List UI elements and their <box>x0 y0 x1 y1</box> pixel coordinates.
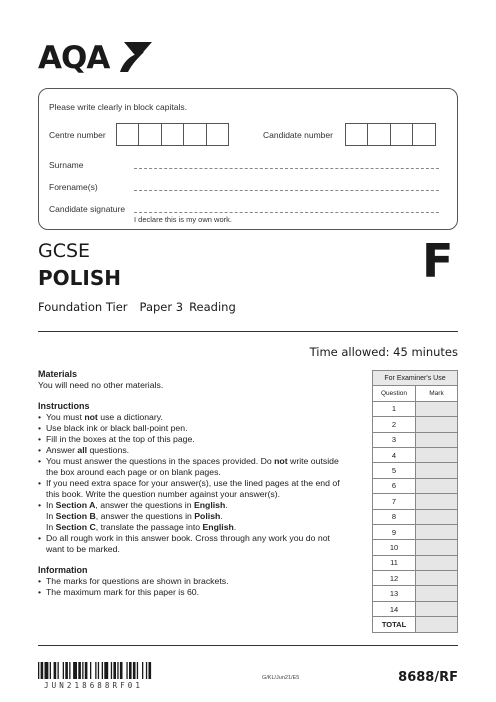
materials-text: You will need no other materials. <box>38 380 164 390</box>
examiner-table-row <box>373 555 458 570</box>
candidate-details-form <box>38 88 458 230</box>
mark-box[interactable] <box>416 432 458 447</box>
instruction-item: • Use black ink or black ball-point pen. <box>38 423 368 434</box>
question-number: 13 <box>373 586 416 601</box>
mark-box[interactable] <box>416 447 458 462</box>
examiner-table-row <box>373 432 458 447</box>
examiner-use-table <box>372 370 458 633</box>
tier-letter: F <box>422 234 454 288</box>
instructions-section <box>38 401 368 555</box>
mark-box[interactable] <box>416 555 458 570</box>
centre-number-digit[interactable] <box>138 123 161 146</box>
total-mark-box[interactable] <box>416 617 458 632</box>
mark-box[interactable] <box>416 571 458 586</box>
mark-column-header: Mark <box>416 386 458 401</box>
question-number: 11 <box>373 555 416 570</box>
question-number: 5 <box>373 463 416 478</box>
question-number: 2 <box>373 417 416 432</box>
question-number: 14 <box>373 601 416 616</box>
examiner-table-row <box>373 447 458 462</box>
mark-box[interactable] <box>416 478 458 493</box>
total-label: TOTAL <box>373 617 416 632</box>
mark-box[interactable] <box>416 509 458 524</box>
centre-number-label: Centre number <box>49 130 106 140</box>
question-number: 6 <box>373 478 416 493</box>
instruction-item: • Answer all questions. <box>38 445 368 456</box>
examiner-table-row <box>373 417 458 432</box>
candidate-number-digit[interactable] <box>367 123 390 146</box>
question-number: 4 <box>373 447 416 462</box>
examiner-table-row <box>373 478 458 493</box>
candidate-number-boxes[interactable] <box>346 123 436 146</box>
examiner-table-row <box>373 509 458 524</box>
footer-divider <box>38 645 458 646</box>
divider <box>38 331 458 332</box>
examiner-table-row <box>373 401 458 416</box>
instruction-item: • Do all rough work in this answer book. Cross through any work you do not want to be marked. <box>38 533 368 555</box>
information-section <box>38 565 368 598</box>
materials-heading: Materials <box>38 369 78 379</box>
examiner-table-title: For Examiner's Use <box>373 371 458 386</box>
candidate-number-label: Candidate number <box>263 130 333 140</box>
barcode-text: JUN218688RF01 <box>44 681 143 690</box>
instruction-item: • You must not use a dictionary. <box>38 412 368 423</box>
paper-details <box>38 300 248 314</box>
instruction-item: • If you need extra space for your answer(s), use the lined pages at the end of this book. Write the question number against your answer(s). <box>38 478 368 500</box>
instruction-item: • Fill in the boxes at the top of this page. <box>38 434 368 445</box>
centre-number-boxes[interactable] <box>117 123 229 146</box>
question-number: 1 <box>373 401 416 416</box>
candidate-number-digit[interactable] <box>390 123 413 146</box>
question-number: 8 <box>373 509 416 524</box>
logo-swoosh-icon <box>118 40 154 74</box>
instruction-item: • In Section A, answer the questions in English. In Section B, answer the questions in Polish. In Section C, translate the passage into English. <box>38 500 368 533</box>
qualification-title: GCSE <box>38 240 91 262</box>
examiner-table-row <box>373 463 458 478</box>
question-column-header: Question <box>373 386 416 401</box>
candidate-number-digit[interactable] <box>345 123 368 146</box>
logo-text: AQA <box>38 40 110 76</box>
mark-box[interactable] <box>416 524 458 539</box>
barcode-icon <box>38 662 188 679</box>
declaration-text: I declare this is my own work. <box>134 215 232 224</box>
examiner-table-row <box>373 540 458 555</box>
forenames-label: Forename(s) <box>49 182 98 192</box>
mark-box[interactable] <box>416 586 458 601</box>
information-heading: Information <box>38 565 88 575</box>
question-number: 12 <box>373 571 416 586</box>
document-reference: G/KL/Jun21/E5 <box>262 675 300 681</box>
mark-box[interactable] <box>416 463 458 478</box>
materials-section <box>38 369 368 391</box>
examiner-table-row <box>373 601 458 616</box>
examiner-table-row <box>373 571 458 586</box>
surname-label: Surname <box>49 160 84 170</box>
form-instruction: Please write clearly in block capitals. <box>49 102 187 112</box>
instructions-heading: Instructions <box>38 401 90 411</box>
centre-number-digit[interactable] <box>206 123 229 146</box>
examiner-table-row <box>373 524 458 539</box>
mark-box[interactable] <box>416 540 458 555</box>
question-number: 10 <box>373 540 416 555</box>
question-number: 7 <box>373 494 416 509</box>
total-row <box>373 617 458 632</box>
information-item: • The maximum mark for this paper is 60. <box>38 587 368 598</box>
paper-code: 8688/RF <box>398 670 458 685</box>
mark-box[interactable] <box>416 494 458 509</box>
mark-box[interactable] <box>416 417 458 432</box>
tier-text: Foundation Tier <box>38 300 128 314</box>
centre-number-digit[interactable] <box>161 123 184 146</box>
question-number: 9 <box>373 524 416 539</box>
instruction-item: • You must answer the questions in the spaces provided. Do not write outside the box around each page or on blank pages. <box>38 456 368 478</box>
aqa-logo <box>38 40 158 76</box>
centre-number-digit[interactable] <box>183 123 206 146</box>
signature-field[interactable] <box>134 212 439 213</box>
component-name: Reading <box>189 300 236 314</box>
subject-title: POLISH <box>38 266 121 290</box>
instructions-panel <box>38 369 368 608</box>
question-number: 3 <box>373 432 416 447</box>
examiner-table-row <box>373 586 458 601</box>
mark-box[interactable] <box>416 401 458 416</box>
surname-field[interactable] <box>134 168 439 169</box>
mark-box[interactable] <box>416 601 458 616</box>
signature-label: Candidate signature <box>49 204 126 214</box>
time-allowed: Time allowed: 45 minutes <box>309 345 458 359</box>
information-item: • The marks for questions are shown in brackets. <box>38 576 368 587</box>
centre-number-digit[interactable] <box>116 123 139 146</box>
forenames-field[interactable] <box>134 190 439 191</box>
candidate-number-digit[interactable] <box>412 123 435 146</box>
examiner-table-row <box>373 494 458 509</box>
paper-number: Paper 3 <box>139 300 184 314</box>
